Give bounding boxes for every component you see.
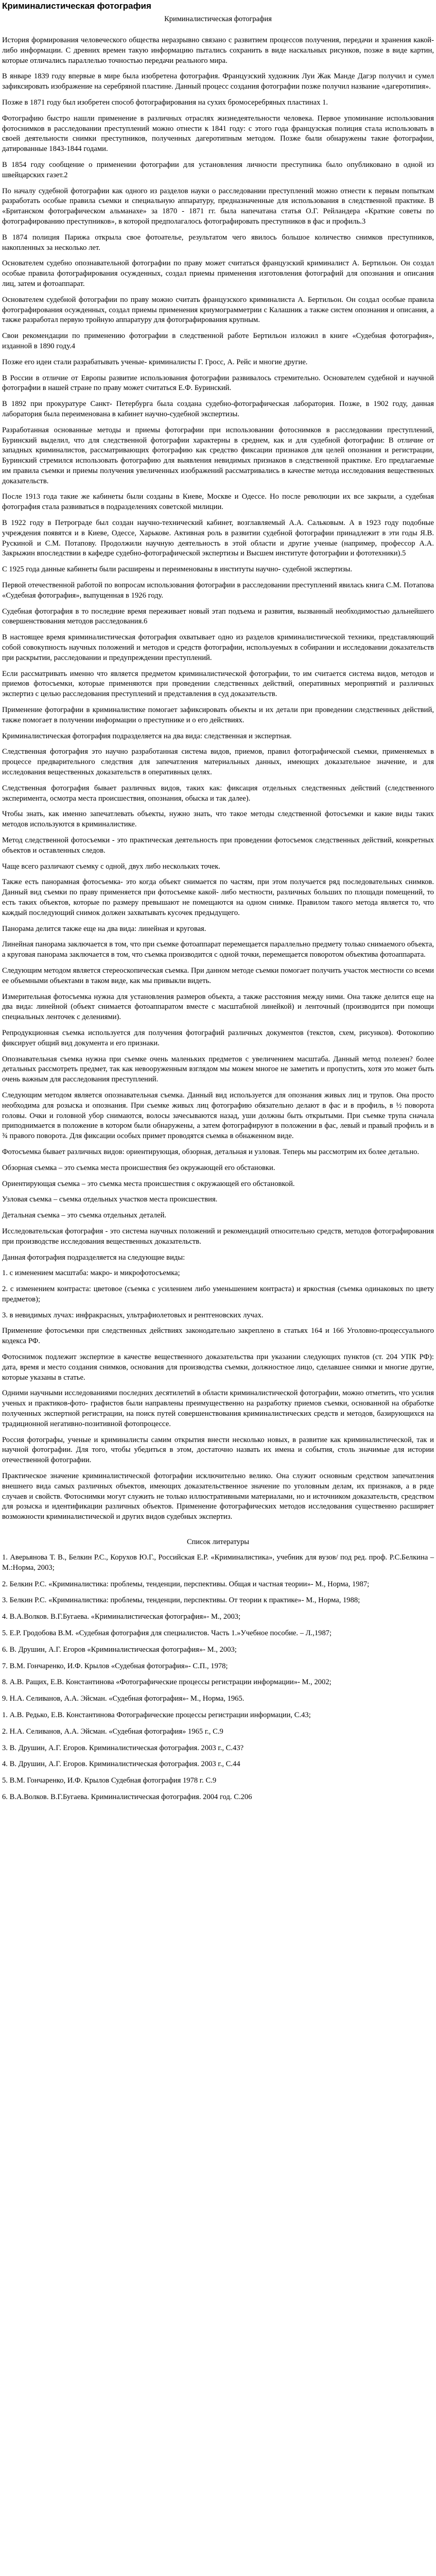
body-paragraph: Позже его идеи стали разрабатывать ученые- криминалисты Г. Гросс, А. Рейс и многие другие. <box>2 358 308 366</box>
body-paragraph: Применение фотосъемки при следственных действиях законодательно закреплено в статьях 164 и 166 Уголовно-процессуального кодекса РФ. <box>2 1327 434 1346</box>
body-paragraph: Свои рекомендации по применению фотографии в следственной работе Бертильон изложил в книге «Судебная фотография», изданной в 1890 году.4 <box>2 332 434 350</box>
body-paragraph: С 1925 года данные кабинеты были расширены и переименованы в институты научно- судебной экспертизы. <box>2 565 353 574</box>
body-paragraph: Ориентирующая съемка – это съемка места происшествия с окружающей его обстановкой. <box>2 1179 295 1188</box>
body-paragraph: Следственная фотография бывает различных видов, таких как: фиксация отдельных следственных действий (следственного эксперимента, осмотра места происшествия, опознания, обыска и так далее). <box>2 784 434 803</box>
body-paragraph: Панорама делится также еще на два вида: линейная и круговая. <box>2 924 206 933</box>
body-paragraph: Линейная панорама заключается в том, что при съемке фотоаппарат перемещается параллельно предмету только снимаемого объекта, а круговая панорама заключается в том, что съемка производится с одной точки, перемещается поворотом объектива фотоаппарата. <box>2 940 434 959</box>
body-paragraph: Репродукционная съемка используется для получения фотографий различных документов (текстов, схем, рисунков). Фотокопию фиксирует общий вид документа и его признаки. <box>2 1028 434 1047</box>
reference-item: 4. В. Друшин, А.Г. Егоров. Криминалистическая фотография. 2003 г., С.44 <box>2 1760 240 1769</box>
body-paragraph: Практическое значение криминалистической фотографии исключительно велико. Она служит основным средством запечатления внешнего вида самых различных объектов, имеющих доказательственное значение по уголовным делам, их признаков, а в ряде случаев и свойств. Фотоснимки могут служить не только иллюстративными материалами, но и источником доказательств, средством для розыска и идентификации различных объектов. Применение фотографических методов исследования существенно расширяет возможности криминалистической и других видов судебных экспертиз. <box>2 1472 434 1521</box>
reference-item: 9. Н.А. Селиванов, А.А. Эйсман. «Судебная фотография»- М., Норма, 1965. <box>2 1694 245 1703</box>
reference-item: 5. Е.Р. Гродобова В.М. «Судебная фотография для специалистов. Часть 1.»Учебное пособие. – Л.,1987; <box>2 1629 332 1638</box>
body-paragraph: 3. в невидимых лучах: инфракрасных, ультрафиолетовых и рентгеновских лучах. <box>2 1311 264 1319</box>
references-list <box>2 1553 434 1803</box>
body-paragraph: 2. с изменением контраста: цветовое (съемка с усилением либо уменьшением контраста) и яркостная (съемка одинаковых по цвету предметов); <box>2 1285 434 1303</box>
body-paragraph: Обзорная съемка – это съемка места происшествия без окружающей его обстановки. <box>2 1163 275 1172</box>
body-paragraph: В 1874 полиция Парижа открыла свое фотоателье, результатом чего явилось большое количество снимков преступников, накопленных за несколько лет. <box>2 233 434 252</box>
references-title: Список литературы <box>186 1538 249 1547</box>
body-paragraph: Фотографию быстро нашли применение в различных отраслях жизнедеятельности человека. Первое упоминание использования фотоснимков в расследовании преступлений можно отнести к 1841 году: с этого года французская полиция стала использовать в своей деятельности снимки преступников, полученных дагеротипным методом. Позже были обнаружены такие фотографии, датированные 1843-1844 годами. <box>2 114 434 154</box>
body-paragraph: Судебная фотография в то последние время переживает новый этап подъема и развития, вызванный необходимостью дальнейшего совершенствования методов расследования.6 <box>2 607 434 626</box>
body-paragraph: В России в отличие от Европы развитие использования фотографии развивалось стремительно. Основателем судебной и научной фотографии в нашей стране по праву может считаться Е.Ф. Буринский. <box>2 374 434 393</box>
reference-item: 4. В.А.Волков. В.Г.Бугаева. «Криминалистическая фотография»- М., 2003; <box>2 1613 241 1621</box>
body-paragraph: Россия фотографы, ученые и криминалисты самим открытия внести несколько новых, в развитие как криминалистической, так и научной фотографии. Для того, чтобы убедиться в этом, достаточно назвать их имена и события, столь значимые для истории отечественной фотографии. <box>2 1435 434 1465</box>
body-paragraph: Узловая съемка – съемка отдельных участков места происшествия. <box>2 1195 218 1204</box>
body-paragraph: В 1854 году сообщение о применении фотографии для установления личности преступника было опубликовано в одной из швейцарских газет.2 <box>2 160 434 179</box>
reference-item: 6. В.А.Волков. В.Г.Бугаева. Криминалистическая фотография. 2004 год. С.206 <box>2 1792 252 1801</box>
body-paragraph: История формирования человеческого общества неразрывно связано с развитием процессов получения, передачи и хранения какой-либо информации. С древних времен такую информацию пытались сохранить в виде наскальных рисунков, позже в виде картин, которые отличались параллелью точностью передачи реального мира. <box>2 36 434 65</box>
body-paragraph: 1. с изменением масштаба: макро- и микрофотосъемка; <box>2 1269 180 1278</box>
document-subtitle: Криминалистическая фотография <box>164 15 272 23</box>
reference-item: 5. В.М. Гончаренко, И.Ф. Крылов Судебная фотография 1978 г. С.9 <box>2 1776 217 1785</box>
body-paragraph: По началу судебной фотографии как одного из разделов науки о расследовании преступлений можно отнести к первым попыткам разработать особые правила съемки и специальную аппаратуру, предназначенные для использования в следственной практике. В «Британском фотографическом альманахе» за 1870 - 1871 гг. была напечатана статья О.Г. Рейландера «Краткие советы по фотографированию преступников», в которой предполагалось фотографировать преступников в фас и профиль.3 <box>2 187 434 226</box>
body-paragraph: Криминалистическая фотография подразделяется на два вида: следственная и экспертная. <box>2 732 292 740</box>
reference-item: 2. Н.А. Селиванов, А.А. Эйсман. «Судебная фотография» 1965 г., С.9 <box>2 1727 223 1736</box>
reference-item: 8. А.В. Ращих, Е.В. Константинова «Фотографические процессы регистрации информации»- М., 2002; <box>2 1678 332 1687</box>
reference-item: 3. В. Друшин, А.Г. Егоров. Криминалистическая фотография. 2003 г., С.43? <box>2 1743 244 1752</box>
body-paragraph: Чтобы знать, как именно запечатлевать объекты, нужно знать, что такое методы следственной фотосъемки и какие виды таких методов используются в криминалистике. <box>2 810 434 829</box>
body-paragraph: Разработанная основанные методы и приемы фотографии при использовании фотоснимков в расследовании преступлений, Буринский выделил, что для следственной фотографии характерны в среднем, как и для судебной фотографии: В отличие от западных криминалистов, рассматривающих фотографию как средство фиксации признаков для целей опознания и регистрации, Буринский стремился использовать фотографию для выявления невидимых признаков в следственной практике. Его предлагаемые им правила съемки и приемы получения увеличенных изображений рассматривались в качестве метода исследования вещественных доказательств. <box>2 426 434 485</box>
body-paragraph: Также есть панорамная фотосъемка- это когда объект снимается по частям, при этом получается ряд последовательных снимков. Данный вид съемки по праву применяется при фотосъемке какой- либо местности, различных больших по площади помещений, то есть таких объектов, которые по размеру превышают не помещаются на одном снимке. Правилом такого метода является то, что каждый последующий снимок должен захватывать кусочек предыдущего. <box>2 878 434 917</box>
body-paragraph: Детальная съемка – это съемка отдельных деталей. <box>2 1211 167 1220</box>
body-paragraph: Первой отечественной работой по вопросам использования фотографии в расследовании преступлений явилась книга С.М. Потапова «Судебная фотография», выпущенная в 1926 году. <box>2 581 434 600</box>
reference-item: 1. Аверьянова Т. В., Белкин Р.С., Корухов Ю.Г., Российская Е.Р. «Криминалистика», учебник для вузов/ под ред. проф. Р.С.Белкина – М.:Норма, 2003; <box>2 1553 434 1572</box>
body-paragraph: В 1922 году в Петрограде был создан научно-технический кабинет, возглавляемый А.А. Сальковым. А в 1923 году подобные учреждения появятся и в Киеве, Одессе, Харькове. Активная роль в развитии судебной фотографии принадлежит в эти годы Я.В. Рускиной и С.М. Потапову. Продолжили научную деятельность в этой области и другие ученые (например, профессор А.А. Закрыжин впоследствии в кафедре судебно-фотографической экспертизы и Высшем институте фотографии и фототехники).5 <box>2 519 434 558</box>
reference-item: 1. А.В. Редько, Е.В. Константинова Фотографические процессы регистрации информации, С.43; <box>2 1711 311 1719</box>
body-paragraph: Основателем судебной фотографии по праву можно считать французского криминалиста А. Бертильон. Он создал особые правила фотографирования осужденных, создал приемы применения криумограмметрии с Калашник а также систем опознания и описания, а также разработал первую тройную аппаратуру для фотографирования крупным. <box>2 295 434 325</box>
body-paragraph: После 1913 года такие же кабинеты были созданы в Киеве, Москве и Одессе. Но после революции их все закрыли, а судебная фотография стала развиваться в подразделениях советской милиции. <box>2 493 434 512</box>
body-paragraph: Фотосъемка бывает различных видов: ориентирующая, обзорная, детальная и узловая. Теперь мы рассмотрим их более детально. <box>2 1147 420 1156</box>
body-paragraph: Если рассматривать именно что является предметом криминалистической фотографии, то им считается система видов, методов и приемов фотосъемки, которые применяются при проведении следственных действий, оперативных мероприятий и различных экспертиз с целью расследования преступлений и представления в суд доказательств. <box>2 669 434 699</box>
reference-item: 2. Белкин Р.С. «Криминалистика: проблемы, тенденции, перспективы. Общая и частная теории»- М., Норма, 1987; <box>2 1580 370 1588</box>
body-paragraph: Метод следственной фотосъемки - это практическая деятельность при проведении фотосъемок следственных действий, конкретных объектов и оставленных следов. <box>2 836 434 855</box>
body-paragraph: Данная фотография подразделяется на следующие виды: <box>2 1253 185 1262</box>
body-paragraph: В январе 1839 году впервые в мире была изобретена фотография. Французский художник Луи Жак Манде Дагэр получил и сумел зафиксировать изображение на серебряной пластине. Данный процесс создания фотографии позже получил название «дагеротипия». <box>2 72 434 91</box>
body-paragraph: Чаще всего различают съемку с одной, двух либо нескольких точек. <box>2 862 221 871</box>
body-paragraph: Опознавательная съемка нужна при съемке очень маленьких предметов с увеличением масштаба. Данный метод полезен? более детальных рассмотреть предмет, так как невооруженным взглядом мы можем многое не заметить и пропустить, хотя это может быть очень важным для расследования преступлений. <box>2 1055 434 1084</box>
body-paragraph: В настоящее время криминалистическая фотография охватывает одно из разделов криминалистической техники, представляющий собой совокупность научных положений и методов и средств фотографии, используемых в собирании и исследовании доказательств при раскрытии, расследовании и предупреждении преступлений. <box>2 633 434 662</box>
body-paragraph: Следственная фотография это научно разработанная система видов, приемов, правил фотографической съемки, применяемых в процессе предварительного следствия для запечатления материальных данных, имеющих доказательное значение, и для исследования вещественных доказательств в оперативных целях. <box>2 748 434 777</box>
body-paragraph: Одними научными исследованиями последних десятилетий в области криминалистической фотографии, можно отметить, что усилия ученых и практиков-фото- графистов были направлены преимущественно на разработку приемов съемки, основанной на обработке полученных экспертной регистрации, на поиск путей совершенствования криминалистических средств и методов, базирующихся на традиционной негативно-позитивной фотопроцессе. <box>2 1389 434 1428</box>
body-paragraph: Позже в 1871 году был изобретен способ фотографирования на сухих бромосеребряных пластинах 1. <box>2 98 328 107</box>
body-paragraph: Измерительная фотосъемка нужна для установления размеров объекта, а также расстояния между ними. Она также делится еще на два вида: линейной (объект снимается фотоаппаратом вместе с масштабной линейкой) и ленточный (производится при помощи специальных ленточек с делениями). <box>2 992 434 1022</box>
document-page <box>0 1 436 1803</box>
page-title: Криминалистическая фотография <box>2 1 151 11</box>
reference-item: 6. В. Друшин, А.Г. Егоров «Криминалистическая фотография»- М., 2003; <box>2 1645 237 1654</box>
body-paragraph: Следующим методом является опознавательная съемка. Данный вид используется для опознания живых лиц и трупов. Она просто необходима для розыска и опознания. При съемке живых лиц фотографию обязательно делают в фас и в профиль, в ½ поворота головы. Очки и головной убор снимаются, волосы зачесываются назад, уши должны быть открытыми. При съемке трупа сначала приподнимается в положение в котором были обнаружены, а затем фотографируют в положении в фас, левый и правый профиль и в ¾ правого поворота. Для фиксации особых примет проводятся съемка в обнаженном виде. <box>2 1091 434 1141</box>
reference-item: 7. В.М. Гончаренко, И.Ф. Крылов «Судебная фотография»- С.П., 1978; <box>2 1662 228 1670</box>
body-paragraph: Основателем судебно опознавательной фотографии по праву может считаться французский криминалист А. Бертильон. Он создал особые правила фотографирования осужденных, создал приемы применения изготовления фотографий для опознания и описания лиц, затем и фотоаппарат. <box>2 259 434 288</box>
body-paragraph: Следующим методом является стереоскопическая съемка. При данном методе съемки помогает получить участок местности со всеми ее объемными объектами в таком виде, как мы привыкли видеть. <box>2 966 434 985</box>
body-paragraph: Исследовательская фотография - это система научных положений и рекомендаций относительно средств, методов фотографирования при производстве исследования вещественных доказательств. <box>2 1227 434 1246</box>
body-paragraph: Фотоснимок подлежит экспертизе в качестве вещественного доказательства при указании следующих пунктов (ст. 204 УПК РФ): дата, время и место создания снимков, основания для производства съемки, должностное лицо, сделавшее снимки и многие другие, которые указаны в статье. <box>2 1353 434 1382</box>
reference-item: 3. Белкин Р.С. «Криминалистика: проблемы, тенденции, перспективы. От теории к практике»- М., Норма, 1988; <box>2 1596 360 1605</box>
document-body <box>2 36 434 1522</box>
body-paragraph: В 1892 при прокуратуре Санкт- Петербурга была создана судебно-фотографическая лаборатория. Позже, в 1902 году, данная лаборатория была переименована в кабинет научно-судебной экспертизы. <box>2 400 434 418</box>
body-paragraph: Применение фотографии в криминалистике помогает зафиксировать объекты и их детали при проведении следственных действий, также помогает в получении информации о преступнике и о его действиях. <box>2 706 434 724</box>
